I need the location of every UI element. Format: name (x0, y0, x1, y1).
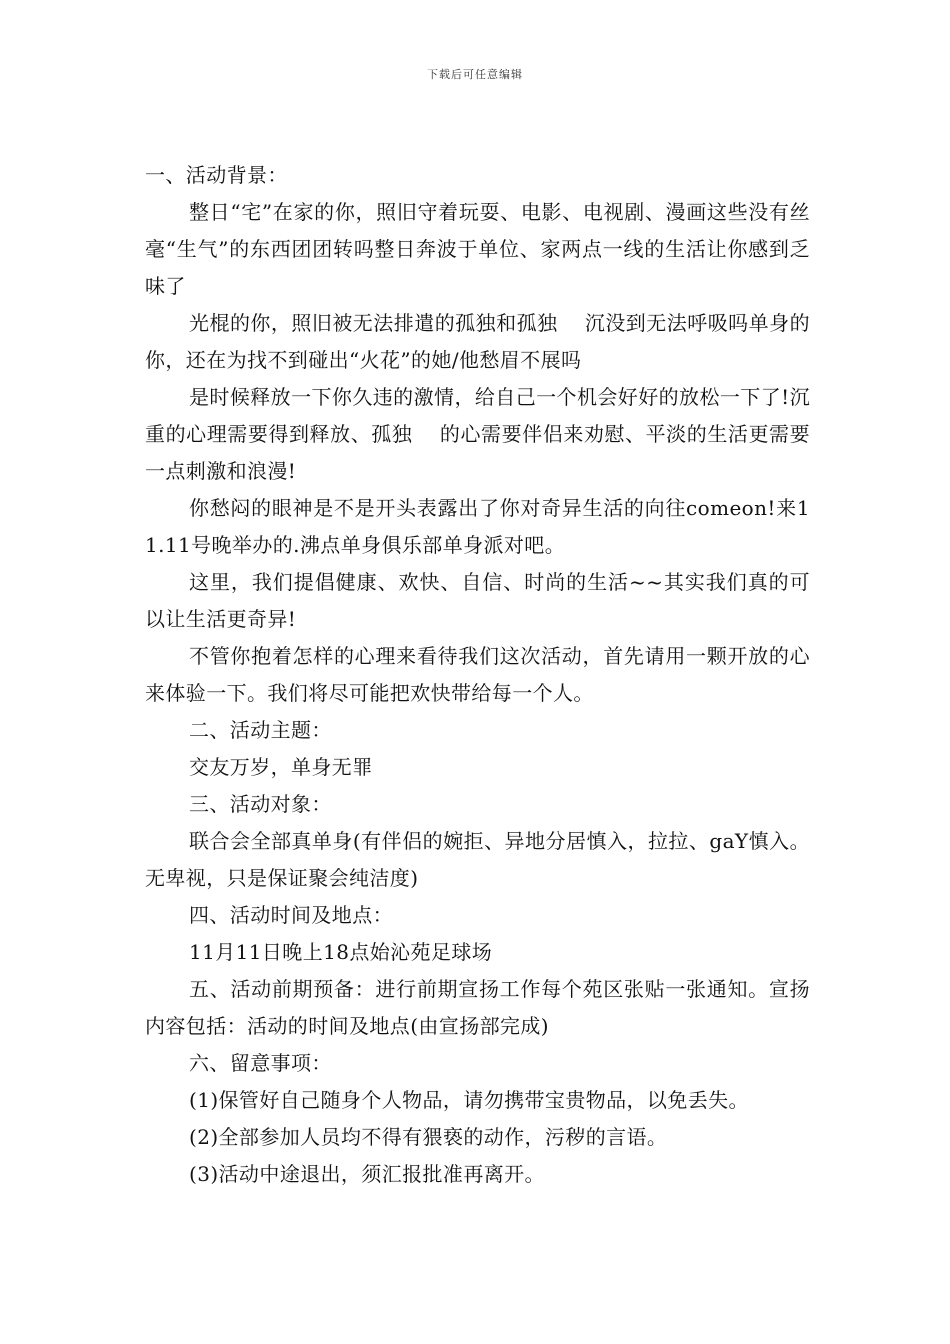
list-item: (2)全部参加人员均不得有猥亵的动作，污秽的言语。 (189, 1125, 668, 1149)
paragraph: 是时候释放一下你久违的激情，给自己一个机会好好的放松一下了!沉重的心理需要得到释放、孤独 的心需要伴侣来劝慰、平淡的生活更需要一点刺激和浪漫! (145, 385, 810, 483)
list-item: (3)活动中途退出，须汇报批准再离开。 (189, 1162, 545, 1186)
paragraph: 11月11日晚上18点始沁苑足球场 (189, 940, 493, 964)
section-heading-preparation: 五、活动前期预备：进行前期宣扬工作每个苑区张贴一张通知。宣扬内容包括：活动的时间及地点(由宣扬部完成) (145, 977, 810, 1038)
document-body (145, 157, 810, 1193)
section-heading-theme: 二、活动主题： (189, 718, 332, 742)
paragraph: 不管你抱着怎样的心理来看待我们这次活动，首先请用一颗开放的心来体验一下。我们将尽可能把欢快带给每一个人。 (145, 644, 810, 705)
page-header-note: 下载后可任意编辑 (427, 68, 523, 81)
paragraph: 光棍的你，照旧被无法排遣的孤独和孤独 沉没到无法呼吸吗单身的你，还在为找不到碰出“火花”的她/他愁眉不展吗 (145, 311, 810, 372)
section-heading-notes: 六、留意事项： (189, 1051, 332, 1075)
section-heading-audience: 三、活动对象： (189, 792, 332, 816)
paragraph: 交友万岁，单身无罪 (189, 755, 373, 779)
paragraph: 这里，我们提倡健康、欢快、自信、时尚的生活~~其实我们真的可以让生活更奇异! (145, 570, 810, 631)
list-item: (1)保管好自己随身个人物品，请勿携带宝贵物品，以免丢失。 (189, 1088, 749, 1112)
paragraph: 联合会全部真单身(有伴侣的婉拒、异地分居慎入，拉拉、gaY慎入。无卑视，只是保证聚会纯洁度) (145, 829, 810, 890)
section-heading-background: 一、活动背景： (145, 163, 288, 187)
section-heading-time-place: 四、活动时间及地点： (189, 903, 393, 927)
paragraph: 你愁闷的眼神是不是开头表露出了你对奇异生活的向往comeon!来11.11号晚举办的.沸点单身俱乐部单身派对吧。 (145, 496, 810, 557)
paragraph: 整日“宅”在家的你，照旧守着玩耍、电影、电视剧、漫画这些没有丝毫“生气”的东西团团转吗整日奔波于单位、家两点一线的生活让你感到乏味了 (145, 200, 810, 298)
